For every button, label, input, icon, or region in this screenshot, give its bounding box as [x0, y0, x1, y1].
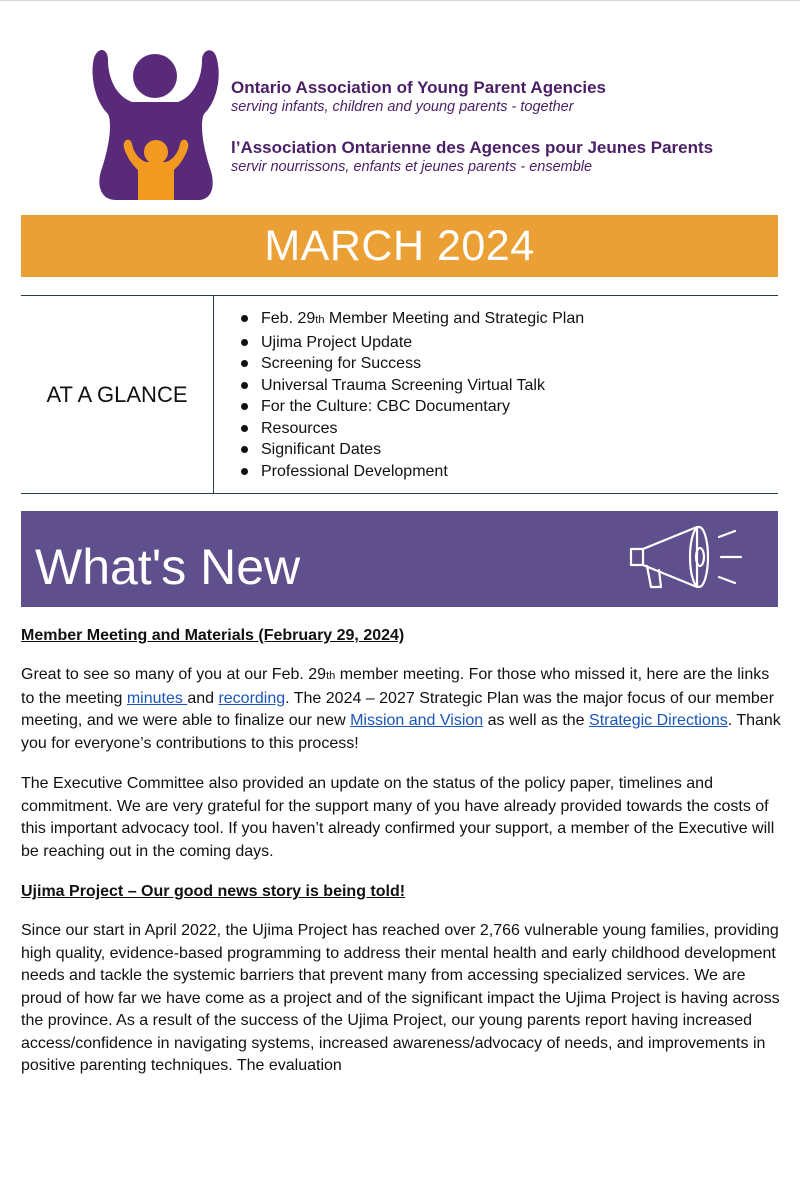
list-item: Significant Dates	[241, 439, 584, 461]
org-name-en: Ontario Association of Young Parent Agencies	[231, 78, 607, 97]
list-item: For the Culture: CBC Documentary	[241, 396, 584, 418]
page-top-border	[0, 0, 800, 1]
list-item: Resources	[241, 418, 584, 440]
list-item	[241, 308, 584, 332]
paragraph-text: . Thank you for everyone’s contributions to this process!	[21, 712, 781, 752]
org-english	[231, 78, 771, 116]
at-a-glance-table	[21, 295, 778, 494]
megaphone-icon	[627, 519, 755, 599]
whats-new-title: What's New	[35, 539, 301, 595]
list-item: Universal Trauma Screening Virtual Talk	[241, 375, 584, 397]
tagline-fr: servir nourrissons, enfants et jeunes parents - ensemble	[231, 159, 593, 175]
mission-vision-link[interactable]: Mission and Vision	[350, 712, 484, 729]
month-banner: MARCH 2024	[21, 215, 778, 277]
paragraph-text: Great to see so many of you at our Feb. 29	[21, 666, 327, 683]
org-name-fr: l’Association Ontarienne des Agences pour Jeunes Parents	[231, 138, 714, 157]
section-heading-member-meeting: Member Meeting and Materials (February 29, 2024)	[21, 627, 405, 644]
recording-link[interactable]: recording	[218, 689, 286, 707]
whats-new-banner	[21, 511, 778, 607]
list-item: Screening for Success	[241, 353, 584, 375]
strategic-directions-link[interactable]: Strategic Directions	[589, 712, 728, 729]
glance-list	[241, 308, 584, 482]
tagline-en: serving infants, children and young parents - together	[231, 99, 574, 115]
section-heading-ujima: Ujima Project – Our good news story is being told!	[21, 883, 406, 900]
org-french	[231, 138, 791, 176]
minutes-link[interactable]: minutes	[126, 689, 188, 707]
list-item: Ujima Project Update	[241, 332, 584, 354]
list-item: Professional Development	[241, 461, 584, 483]
paragraph-text: . The 2024 – 2027 Strategic Plan was the major focus of our member meeting, and we were able to finalize our new	[21, 689, 775, 729]
paragraph-text: and	[187, 689, 219, 707]
member-meeting-paragraph-1	[21, 664, 781, 755]
parent-child-logo	[86, 44, 224, 204]
ujima-paragraph-1: Since our start in April 2022, the Ujima Project has reached over 2,766 vulnerable young families, providing high quality, evidence-based programming to address their mental health and early childhood development needs and tackle the systemic barriers that prevent many from accessing specialized services. We are proud of how far we have come as a project and of the significant impact the Ujima Project is having across the province. As a result of the success of the Ujima Project, our young parents report having increased access/confidence in navigating systems, increased awareness/advocacy of needs, and improvements in positive parenting techniques. The evaluation	[21, 922, 780, 1074]
list-item-text: Feb. 29	[261, 310, 316, 327]
at-a-glance-heading: AT A GLANCE	[21, 296, 214, 493]
newsletter-content	[21, 625, 781, 1078]
list-item-text: Member Meeting and Strategic Plan	[324, 310, 585, 327]
paragraph-text: member meeting. For those who missed it, here are the links to the meeting	[21, 666, 770, 707]
ordinal-suffix: th	[315, 314, 325, 326]
paragraph-text: as well as the	[483, 712, 590, 729]
ordinal-suffix: th	[326, 670, 336, 682]
member-meeting-paragraph-2: The Executive Committee also provided an update on the status of the policy paper, timelines and commitment. We are very grateful for the support many of you have already provided towards the costs of this important advocacy tool. If you haven’t already confirmed your support, a member of the Executive will be reaching out in the coming days.	[21, 775, 775, 860]
